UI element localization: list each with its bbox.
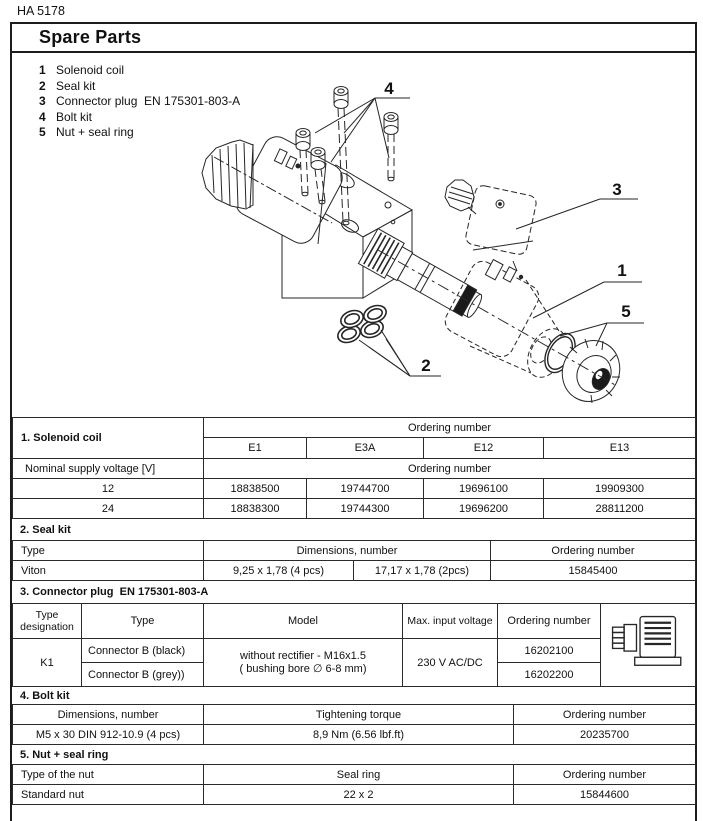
column-header: Ordering number [498,604,601,639]
ordering-number: 16202100 [498,639,601,663]
part-number: 3 [39,94,46,109]
column-header: Ordering number [204,459,696,479]
column-header: Type of the nut [13,765,204,785]
seal-kit-table [12,540,696,581]
column-header: Ordering number [514,705,696,725]
table-row [13,479,696,499]
ordering-number: 16202200 [498,663,601,687]
nut-seal-ring-table [12,764,696,805]
ordering-number: 15844600 [514,785,696,805]
dimension-cell: 9,25 x 1,78 (4 pcs) [204,561,354,581]
type-cell: Connector B (black) [82,639,204,663]
torque-cell: 8,9 Nm (6.56 lbf.ft) [204,725,514,745]
column-header: Ordering number [491,541,696,561]
connector-plug-image [601,604,696,687]
title-bar [12,24,695,53]
column-header: Dimensions, number [204,541,491,561]
spare-parts-tables [12,417,695,805]
model-cell [204,639,403,687]
part-label: Solenoid coil [56,63,125,77]
ordering-number: 20235700 [514,725,696,745]
part-number: 4 [39,109,46,124]
section-title: 5. Nut + seal ring [20,748,109,761]
seal-ring-cell: 22 x 2 [204,785,514,805]
section-title: 2. Seal kit [20,523,71,536]
exploded-view-drawing [12,55,695,417]
column-header: E12 [424,438,544,459]
dimension-cell: 17,17 x 1,78 (2pcs) [354,561,491,581]
callout-2: 2 [421,356,431,375]
callout-1: 1 [617,261,627,280]
connector-plug-icon [606,613,690,675]
column-header: Type [82,604,204,639]
part-label: Seal kit [56,78,96,93]
ordering-number: 18838500 [204,479,307,499]
part-label: Nut + seal ring [56,125,134,140]
column-header: Tightening torque [204,705,514,725]
solenoid-coil-table [12,417,696,519]
dimension-cell: M5 x 30 DIN 912-10.9 (4 pcs) [13,725,204,745]
connector-plug [445,180,538,256]
column-header: Ordering number [514,765,696,785]
ordering-number: 15845400 [491,561,696,581]
model-line: ( bushing bore ∅ 6-8 mm) [239,662,367,675]
page-title: Spare Parts [39,27,142,47]
ordering-number: 28811200 [544,499,696,519]
bolt-kit-table [12,704,696,745]
column-header: E1 [204,438,307,459]
part-number: 5 [39,125,46,140]
callout-3: 3 [612,180,622,199]
part-label: Bolt kit [56,109,93,124]
part-number: 2 [39,78,46,93]
callout-5: 5 [621,302,631,321]
model-line: without rectifier - M16x1.5 [240,649,366,662]
column-header: Type [13,541,204,561]
ordering-number: 19696100 [424,479,544,499]
ordering-number: 19744300 [307,499,424,519]
table-row [13,499,696,519]
column-header: Dimensions, number [13,705,204,725]
row-header: Nominal supply voltage [V] [13,459,204,479]
voltage-cell: 230 V AC/DC [403,639,498,687]
column-header: E3A [307,438,424,459]
table-row [13,639,696,663]
connector-plug-table [12,603,696,687]
part-number: 1 [39,63,46,77]
section-title: 3. Connector plug EN 175301-803-A [20,586,209,598]
table-row [13,561,696,581]
page-frame [10,22,697,821]
section-title: 4. Bolt kit [20,689,70,702]
section-title: 1. Solenoid coil [13,418,204,459]
column-header: Model [204,604,403,639]
part-label: Connector plug EN 175301-803-A [56,94,241,109]
column-header: Ordering number [204,418,696,438]
column-header: Max. input voltage [403,604,498,639]
voltage-cell: 24 [13,499,204,519]
column-header: E13 [544,438,696,459]
designation-cell: K1 [13,639,82,687]
o-ring-set [335,303,388,346]
type-cell: Connector B (grey)) [82,663,204,687]
table-row [13,785,696,805]
doc-code: HA 5178 [17,4,65,18]
type-cell: Standard nut [13,785,204,805]
ordering-number: 19909300 [544,479,696,499]
table-row [13,725,696,745]
type-cell: Viton [13,561,204,581]
column-header: Seal ring [204,765,514,785]
ordering-number: 18838300 [204,499,307,519]
voltage-cell: 12 [13,479,204,499]
ordering-number: 19696200 [424,499,544,519]
ordering-number: 19744700 [307,479,424,499]
callout-4: 4 [384,79,394,98]
column-header: Type designation [13,604,82,639]
